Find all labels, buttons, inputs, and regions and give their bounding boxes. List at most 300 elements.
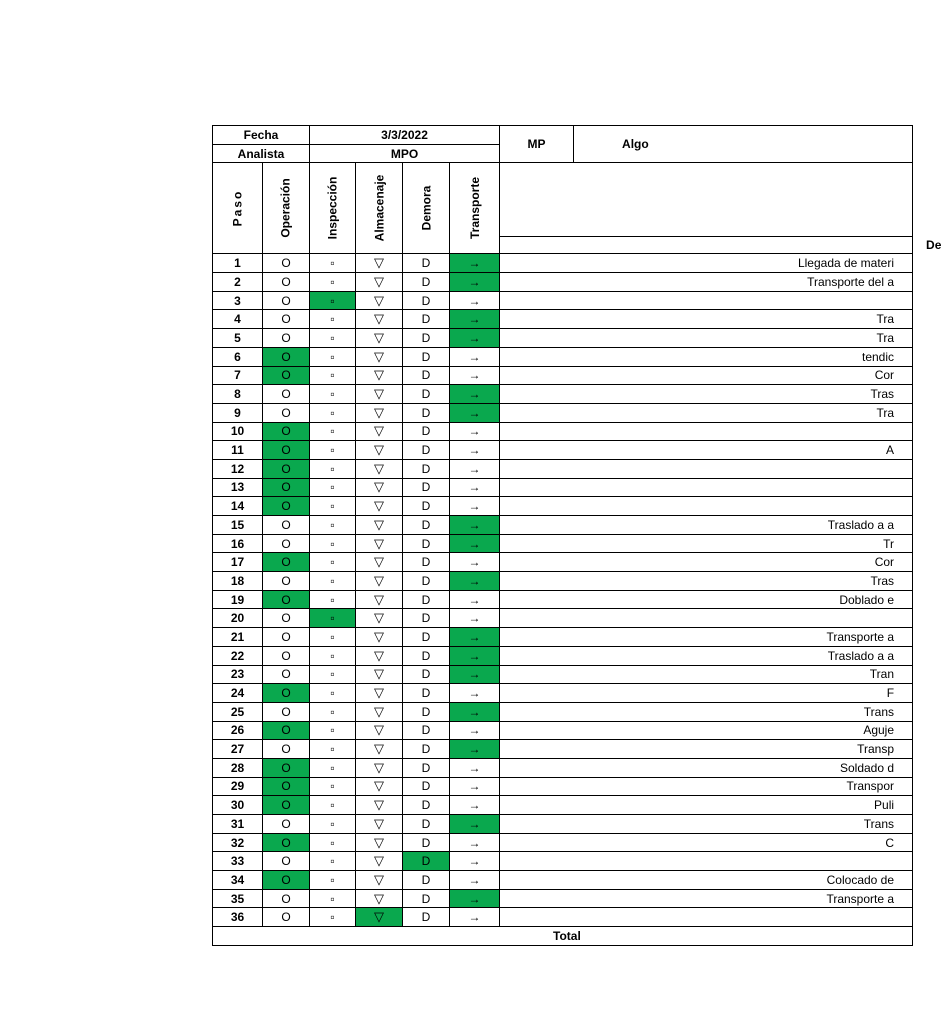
operacion-cell: O — [263, 534, 310, 553]
inspeccion-cell: ▫ — [310, 329, 356, 348]
inspeccion-cell: ▫ — [310, 777, 356, 796]
demora-cell: D — [403, 777, 450, 796]
col-header-demora: Demora — [403, 163, 450, 254]
total-label: Total — [213, 927, 913, 946]
step-description-text: Cor — [874, 555, 895, 570]
step-number: 16 — [213, 534, 263, 553]
step-number: 22 — [213, 646, 263, 665]
step-number: 29 — [213, 777, 263, 796]
step-description — [500, 721, 913, 740]
step-description-text: Tras — [870, 387, 895, 402]
transporte-cell: → — [450, 833, 500, 852]
col-header-operacion: Operación — [263, 163, 310, 254]
step-number: 23 — [213, 665, 263, 684]
operacion-cell: O — [263, 833, 310, 852]
operacion-cell: O — [263, 684, 310, 703]
step-row — [213, 478, 913, 497]
step-description-text: Colocado de — [826, 872, 895, 887]
transporte-cell: → — [450, 871, 500, 890]
demora-cell: D — [403, 273, 450, 292]
step-description-text: Puli — [874, 798, 895, 813]
transporte-cell: → — [450, 478, 500, 497]
almacenaje-cell: ▽ — [356, 497, 403, 516]
description-header: De — [500, 237, 913, 254]
step-description-text: Llegada de materi — [797, 256, 895, 271]
demora-cell: D — [403, 609, 450, 628]
step-number: 4 — [213, 310, 263, 329]
step-row — [213, 254, 913, 273]
step-description — [500, 833, 913, 852]
step-description — [500, 310, 913, 329]
step-number: 14 — [213, 497, 263, 516]
inspeccion-cell: ▫ — [310, 478, 356, 497]
step-description — [500, 609, 913, 628]
demora-cell: D — [403, 478, 450, 497]
inspeccion-cell: ▫ — [310, 815, 356, 834]
transporte-cell: → — [450, 852, 500, 871]
step-description — [500, 385, 913, 404]
inspeccion-cell: ▫ — [310, 516, 356, 535]
operacion-cell: O — [263, 796, 310, 815]
step-description — [500, 796, 913, 815]
demora-cell: D — [403, 628, 450, 647]
inspeccion-cell: ▫ — [310, 646, 356, 665]
transporte-cell: → — [450, 590, 500, 609]
step-row — [213, 385, 913, 404]
step-description — [500, 889, 913, 908]
transporte-cell: → — [450, 534, 500, 553]
transporte-cell: → — [450, 291, 500, 310]
almacenaje-cell: ▽ — [356, 385, 403, 404]
operacion-cell: O — [263, 366, 310, 385]
step-row — [213, 815, 913, 834]
step-description-text: tendic — [862, 349, 895, 364]
step-description — [500, 908, 913, 927]
demora-cell: D — [403, 254, 450, 273]
transporte-cell: → — [450, 777, 500, 796]
operacion-cell: O — [263, 871, 310, 890]
almacenaje-cell: ▽ — [356, 758, 403, 777]
step-description — [500, 572, 913, 591]
demora-cell: D — [403, 347, 450, 366]
step-number: 8 — [213, 385, 263, 404]
transporte-cell: → — [450, 516, 500, 535]
almacenaje-cell: ▽ — [356, 777, 403, 796]
col-header-almacenaje: Almacenaje — [356, 163, 403, 254]
inspeccion-cell: ▫ — [310, 497, 356, 516]
almacenaje-cell: ▽ — [356, 889, 403, 908]
operacion-cell: O — [263, 758, 310, 777]
transporte-cell: → — [450, 497, 500, 516]
step-row — [213, 646, 913, 665]
inspeccion-cell: ▫ — [310, 684, 356, 703]
demora-cell: D — [403, 815, 450, 834]
transporte-cell: → — [450, 815, 500, 834]
inspeccion-cell: ▫ — [310, 273, 356, 292]
step-description — [500, 329, 913, 348]
operacion-cell: O — [263, 852, 310, 871]
step-description-text: Traslado a a — [827, 648, 895, 663]
demora-cell: D — [403, 590, 450, 609]
step-description-text: Transp — [857, 742, 895, 757]
almacenaje-cell: ▽ — [356, 572, 403, 591]
step-row — [213, 777, 913, 796]
transporte-cell: → — [450, 273, 500, 292]
almacenaje-cell: ▽ — [356, 628, 403, 647]
step-number: 36 — [213, 908, 263, 927]
inspeccion-cell: ▫ — [310, 609, 356, 628]
inspeccion-cell: ▫ — [310, 385, 356, 404]
step-description — [500, 665, 913, 684]
step-description — [500, 553, 913, 572]
inspeccion-cell: ▫ — [310, 590, 356, 609]
demora-cell: D — [403, 534, 450, 553]
demora-cell: D — [403, 422, 450, 441]
transporte-cell: → — [450, 403, 500, 422]
step-description-text: Aguje — [863, 723, 895, 738]
inspeccion-cell: ▫ — [310, 291, 356, 310]
transporte-cell: → — [450, 609, 500, 628]
almacenaje-cell: ▽ — [356, 740, 403, 759]
inspeccion-cell: ▫ — [310, 347, 356, 366]
step-number: 35 — [213, 889, 263, 908]
almacenaje-cell: ▽ — [356, 833, 403, 852]
almacenaje-cell: ▽ — [356, 815, 403, 834]
step-row — [213, 329, 913, 348]
almacenaje-cell: ▽ — [356, 516, 403, 535]
inspeccion-cell: ▫ — [310, 908, 356, 927]
step-row — [213, 889, 913, 908]
demora-cell: D — [403, 796, 450, 815]
step-description — [500, 702, 913, 721]
operacion-cell: O — [263, 441, 310, 460]
inspeccion-cell: ▫ — [310, 833, 356, 852]
step-description-text: Cor — [874, 368, 895, 383]
inspeccion-cell: ▫ — [310, 403, 356, 422]
transporte-cell: → — [450, 366, 500, 385]
demora-cell: D — [403, 553, 450, 572]
almacenaje-cell: ▽ — [356, 852, 403, 871]
transporte-cell: → — [450, 908, 500, 927]
step-row — [213, 740, 913, 759]
almacenaje-cell: ▽ — [356, 702, 403, 721]
transporte-cell: → — [450, 889, 500, 908]
step-description-text: Transporte del a — [807, 274, 895, 289]
step-number: 30 — [213, 796, 263, 815]
step-description — [500, 534, 913, 553]
step-description-text: Doblado e — [839, 592, 895, 607]
demora-cell: D — [403, 385, 450, 404]
analista-value: MPO — [310, 144, 500, 163]
demora-cell: D — [403, 758, 450, 777]
transporte-cell: → — [450, 553, 500, 572]
step-number: 32 — [213, 833, 263, 852]
step-number: 21 — [213, 628, 263, 647]
operacion-cell: O — [263, 628, 310, 647]
step-description — [500, 497, 913, 516]
demora-cell: D — [403, 684, 450, 703]
step-number: 1 — [213, 254, 263, 273]
inspeccion-cell: ▫ — [310, 721, 356, 740]
operacion-cell: O — [263, 777, 310, 796]
demora-cell: D — [403, 665, 450, 684]
step-row — [213, 534, 913, 553]
process-chart-table — [212, 125, 941, 946]
step-description-text: A — [886, 443, 895, 458]
operacion-cell: O — [263, 478, 310, 497]
operacion-cell: O — [263, 291, 310, 310]
operacion-cell: O — [263, 553, 310, 572]
inspeccion-cell: ▫ — [310, 702, 356, 721]
step-description-text: Tr — [883, 536, 895, 551]
operacion-cell: O — [263, 516, 310, 535]
demora-cell: D — [403, 516, 450, 535]
step-description-text: Traslado a a — [827, 517, 895, 532]
almacenaje-cell: ▽ — [356, 459, 403, 478]
step-description — [500, 871, 913, 890]
step-description-text: Transporte a — [826, 891, 895, 906]
operacion-cell: O — [263, 740, 310, 759]
col-header-transporte: Transporte — [450, 163, 500, 254]
demora-cell: D — [403, 441, 450, 460]
demora-cell: D — [403, 721, 450, 740]
step-description-text: Soldado d — [839, 760, 895, 775]
almacenaje-cell: ▽ — [356, 871, 403, 890]
step-number: 19 — [213, 590, 263, 609]
step-number: 2 — [213, 273, 263, 292]
step-description-text: Tran — [869, 667, 895, 682]
almacenaje-cell: ▽ — [356, 908, 403, 927]
operacion-cell: O — [263, 254, 310, 273]
step-description — [500, 758, 913, 777]
transporte-cell: → — [450, 459, 500, 478]
transporte-cell: → — [450, 385, 500, 404]
inspeccion-cell: ▫ — [310, 871, 356, 890]
step-row — [213, 665, 913, 684]
step-description-text: Trans — [863, 704, 895, 719]
step-number: 25 — [213, 702, 263, 721]
step-number: 9 — [213, 403, 263, 422]
inspeccion-cell: ▫ — [310, 758, 356, 777]
transporte-cell: → — [450, 740, 500, 759]
step-description — [500, 347, 913, 366]
operacion-cell: O — [263, 385, 310, 404]
step-number: 33 — [213, 852, 263, 871]
operacion-cell: O — [263, 908, 310, 927]
step-description-text: F — [886, 686, 895, 701]
transporte-cell: → — [450, 347, 500, 366]
operacion-cell: O — [263, 721, 310, 740]
col-header-inspeccion: Inspección — [310, 163, 356, 254]
step-row — [213, 796, 913, 815]
demora-cell: D — [403, 366, 450, 385]
step-number: 31 — [213, 815, 263, 834]
step-row — [213, 908, 913, 927]
step-description — [500, 646, 913, 665]
demora-cell: D — [403, 459, 450, 478]
inspeccion-cell: ▫ — [310, 553, 356, 572]
inspeccion-cell: ▫ — [310, 796, 356, 815]
step-number: 34 — [213, 871, 263, 890]
step-row — [213, 609, 913, 628]
inspeccion-cell: ▫ — [310, 740, 356, 759]
almacenaje-cell: ▽ — [356, 422, 403, 441]
fecha-label: Fecha — [213, 126, 310, 145]
inspeccion-cell: ▫ — [310, 310, 356, 329]
almacenaje-cell: ▽ — [356, 254, 403, 273]
operacion-cell: O — [263, 403, 310, 422]
mp-value: Algo — [574, 126, 913, 163]
demora-cell: D — [403, 740, 450, 759]
almacenaje-cell: ▽ — [356, 796, 403, 815]
transporte-cell: → — [450, 441, 500, 460]
step-description-text: C — [885, 835, 895, 850]
fecha-value: 3/3/2022 — [310, 126, 500, 145]
analista-label: Analista — [213, 144, 310, 163]
step-description — [500, 403, 913, 422]
operacion-cell: O — [263, 702, 310, 721]
blank-header-area — [500, 163, 913, 237]
step-row — [213, 497, 913, 516]
inspeccion-cell: ▫ — [310, 665, 356, 684]
almacenaje-cell: ▽ — [356, 609, 403, 628]
step-number: 24 — [213, 684, 263, 703]
step-description-text: Trans — [863, 816, 895, 831]
transporte-cell: → — [450, 665, 500, 684]
transporte-cell: → — [450, 628, 500, 647]
step-description-text: Tra — [876, 312, 895, 327]
step-row — [213, 684, 913, 703]
step-row — [213, 702, 913, 721]
demora-cell: D — [403, 889, 450, 908]
step-number: 12 — [213, 459, 263, 478]
step-description-text: Transporte a — [826, 629, 895, 644]
operacion-cell: O — [263, 889, 310, 908]
almacenaje-cell: ▽ — [356, 366, 403, 385]
almacenaje-cell: ▽ — [356, 590, 403, 609]
transporte-cell: → — [450, 329, 500, 348]
transporte-cell: → — [450, 702, 500, 721]
almacenaje-cell: ▽ — [356, 553, 403, 572]
step-row — [213, 553, 913, 572]
step-number: 26 — [213, 721, 263, 740]
step-row — [213, 291, 913, 310]
mp-label: MP — [500, 126, 574, 163]
step-number: 13 — [213, 478, 263, 497]
inspeccion-cell: ▫ — [310, 889, 356, 908]
step-row — [213, 572, 913, 591]
step-row — [213, 852, 913, 871]
step-row — [213, 422, 913, 441]
step-description — [500, 684, 913, 703]
step-row — [213, 871, 913, 890]
demora-cell: D — [403, 646, 450, 665]
process-chart-sheet — [212, 125, 941, 944]
step-description-text: Transpor — [846, 779, 895, 794]
demora-cell: D — [403, 572, 450, 591]
step-description — [500, 422, 913, 441]
operacion-cell: O — [263, 497, 310, 516]
step-description — [500, 254, 913, 273]
almacenaje-cell: ▽ — [356, 646, 403, 665]
step-number: 10 — [213, 422, 263, 441]
step-description — [500, 815, 913, 834]
demora-cell: D — [403, 702, 450, 721]
step-row — [213, 590, 913, 609]
transporte-cell: → — [450, 254, 500, 273]
operacion-cell: O — [263, 273, 310, 292]
step-number: 27 — [213, 740, 263, 759]
inspeccion-cell: ▫ — [310, 572, 356, 591]
step-row — [213, 628, 913, 647]
demora-cell: D — [403, 310, 450, 329]
step-description — [500, 478, 913, 497]
step-description — [500, 628, 913, 647]
transporte-cell: → — [450, 572, 500, 591]
almacenaje-cell: ▽ — [356, 721, 403, 740]
step-description-text: Tras — [870, 573, 895, 588]
step-number: 15 — [213, 516, 263, 535]
step-description — [500, 852, 913, 871]
step-number: 11 — [213, 441, 263, 460]
step-number: 7 — [213, 366, 263, 385]
demora-cell: D — [403, 291, 450, 310]
step-row — [213, 403, 913, 422]
transporte-cell: → — [450, 422, 500, 441]
step-number: 17 — [213, 553, 263, 572]
step-description — [500, 740, 913, 759]
demora-cell: D — [403, 908, 450, 927]
step-description — [500, 441, 913, 460]
demora-cell: D — [403, 497, 450, 516]
operacion-cell: O — [263, 815, 310, 834]
operacion-cell: O — [263, 646, 310, 665]
step-description — [500, 590, 913, 609]
operacion-cell: O — [263, 459, 310, 478]
inspeccion-cell: ▫ — [310, 441, 356, 460]
transporte-cell: → — [450, 646, 500, 665]
col-header-paso: Paso — [213, 163, 263, 254]
operacion-cell: O — [263, 347, 310, 366]
transporte-cell: → — [450, 758, 500, 777]
inspeccion-cell: ▫ — [310, 534, 356, 553]
inspeccion-cell: ▫ — [310, 254, 356, 273]
step-row — [213, 758, 913, 777]
operacion-cell: O — [263, 590, 310, 609]
step-row — [213, 273, 913, 292]
step-row — [213, 347, 913, 366]
operacion-cell: O — [263, 665, 310, 684]
inspeccion-cell: ▫ — [310, 366, 356, 385]
almacenaje-cell: ▽ — [356, 347, 403, 366]
demora-cell: D — [403, 329, 450, 348]
transporte-cell: → — [450, 684, 500, 703]
step-number: 5 — [213, 329, 263, 348]
demora-cell: D — [403, 852, 450, 871]
operacion-cell: O — [263, 329, 310, 348]
step-description — [500, 516, 913, 535]
almacenaje-cell: ▽ — [356, 684, 403, 703]
step-description — [500, 291, 913, 310]
inspeccion-cell: ▫ — [310, 628, 356, 647]
almacenaje-cell: ▽ — [356, 534, 403, 553]
operacion-cell: O — [263, 572, 310, 591]
almacenaje-cell: ▽ — [356, 478, 403, 497]
step-row — [213, 721, 913, 740]
demora-cell: D — [403, 871, 450, 890]
transporte-cell: → — [450, 721, 500, 740]
step-number: 6 — [213, 347, 263, 366]
